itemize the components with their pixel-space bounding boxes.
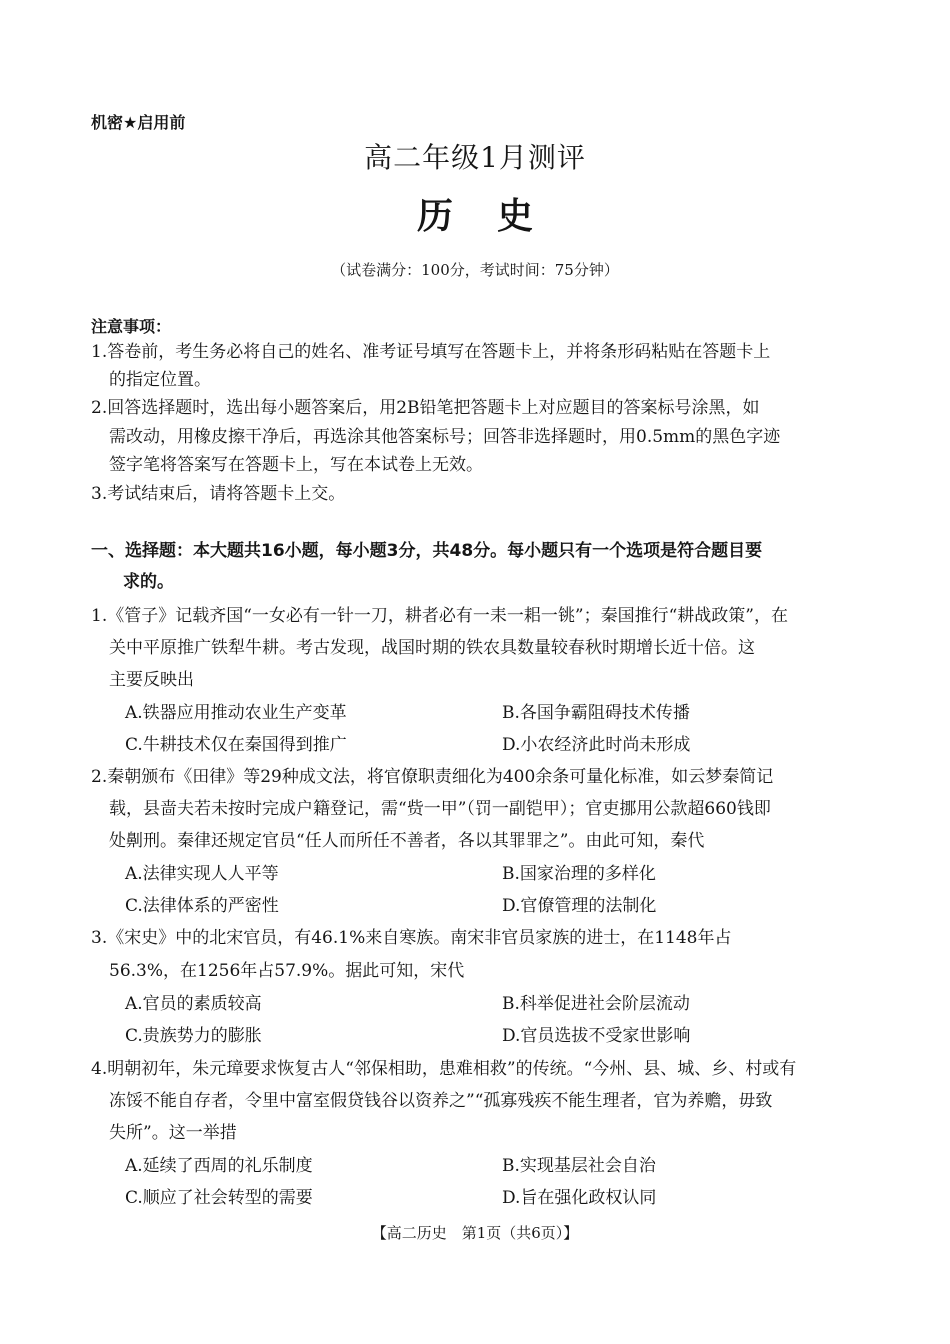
question-2-stem: 2.秦朝颁布《田律》等29种成文法，将官僚职责细化为400余条可量化标准，如云梦秦简记 <box>91 767 774 787</box>
question-4-option-a: A.延续了西周的礼乐制度 <box>125 1156 313 1176</box>
question-4-stem: 失所”。这一举措 <box>109 1123 237 1143</box>
notice-line: 2.回答选择题时，选出每小题答案后，用2B铅笔把答题卡上对应题目的答案标号涂黑，如 <box>91 398 760 418</box>
question-3-option-c: C.贵族势力的膨胀 <box>125 1026 262 1046</box>
page-footer: 【高二历史 第1页（共6页）】 <box>371 1224 579 1242</box>
question-3-option-b: B.科举促进社会阶层流动 <box>502 994 690 1014</box>
question-2-option-b: B.国家治理的多样化 <box>502 864 656 884</box>
section-heading-cont: 求的。 <box>123 572 174 592</box>
question-3-option-a: A.官员的素质较高 <box>125 994 262 1014</box>
question-1-stem: 主要反映出 <box>109 670 194 690</box>
question-4-option-d: D.旨在强化政权认同 <box>502 1188 657 1208</box>
question-1-option-c: C.牛耕技术仅在秦国得到推广 <box>125 735 347 755</box>
question-2-option-a: A.法律实现人人平等 <box>125 864 279 884</box>
question-3-option-d: D.官员选拔不受家世影响 <box>502 1026 691 1046</box>
question-4-option-b: B.实现基层社会自治 <box>502 1156 656 1176</box>
question-1-option-a: A.铁器应用推动农业生产变革 <box>125 703 347 723</box>
question-4-option-c: C.顺应了社会转型的需要 <box>125 1188 313 1208</box>
notice-title: 注意事项： <box>91 317 172 336</box>
question-2-stem: 载，县啬夫若未按时完成户籍登记，需“赀一甲”（罚一副铠甲）；官吏挪用公款超660钱即 <box>109 799 771 819</box>
question-2-option-d: D.官僚管理的法制化 <box>502 896 657 916</box>
question-3-stem: 3.《宋史》中的北宋官员，有46.1%来自寒族。南宋非官员家族的进士，在1148年占 <box>91 928 732 948</box>
confidential-mark: 机密★启用前 <box>91 113 186 132</box>
question-1-stem: 关中平原推广铁犁牛耕。考古发现，战国时期的铁农具数量较春秋时期增长近十倍。这 <box>109 638 755 658</box>
notice-line: 3.考试结束后，请将答题卡上交。 <box>91 484 346 504</box>
exam-title: 高二年级1月测评 <box>364 141 586 174</box>
section-heading: 一、选择题：本大题共16小题，每小题3分，共48分。每小题只有一个选项是符合题目要 <box>91 541 763 561</box>
exam-meta: （试卷满分：100分，考试时间：75分钟） <box>331 261 619 279</box>
question-1-option-d: D.小农经济此时尚未形成 <box>502 735 691 755</box>
notice-line: 的指定位置。 <box>109 370 211 390</box>
question-1-stem: 1.《管子》记载齐国“一女必有一针一刀，耕者必有一耒一耜一铫”；秦国推行“耕战政策”，在 <box>91 606 788 626</box>
question-4-stem: 冻馁不能自存者，令里中富室假贷钱谷以资养之”“孤寡残疾不能生理者，官为养赡，毋致 <box>109 1091 773 1111</box>
notice-line: 签字笔将答案写在答题卡上，写在本试卷上无效。 <box>109 455 483 475</box>
question-2-stem: 处劓刑。秦律还规定官员“任人而所任不善者，各以其罪罪之”。由此可知，秦代 <box>109 831 705 851</box>
notice-line: 需改动，用橡皮擦干净后，再选涂其他答案标号；回答非选择题时，用0.5mm的黑色字迹 <box>109 427 781 447</box>
subject-title: 历史 <box>416 195 577 237</box>
notice-line: 1.答卷前，考生务必将自己的姓名、准考证号填写在答题卡上，并将条形码粘贴在答题卡上 <box>91 342 771 362</box>
question-4-stem: 4.明朝初年，朱元璋要求恢复古人“邻保相助，患难相救”的传统。“今州、县、城、乡、村或有 <box>91 1059 797 1079</box>
question-2-option-c: C.法律体系的严密性 <box>125 896 279 916</box>
question-1-option-b: B.各国争霸阻碍技术传播 <box>502 703 690 723</box>
question-3-stem: 56.3%，在1256年占57.9%。据此可知，宋代 <box>109 961 465 981</box>
